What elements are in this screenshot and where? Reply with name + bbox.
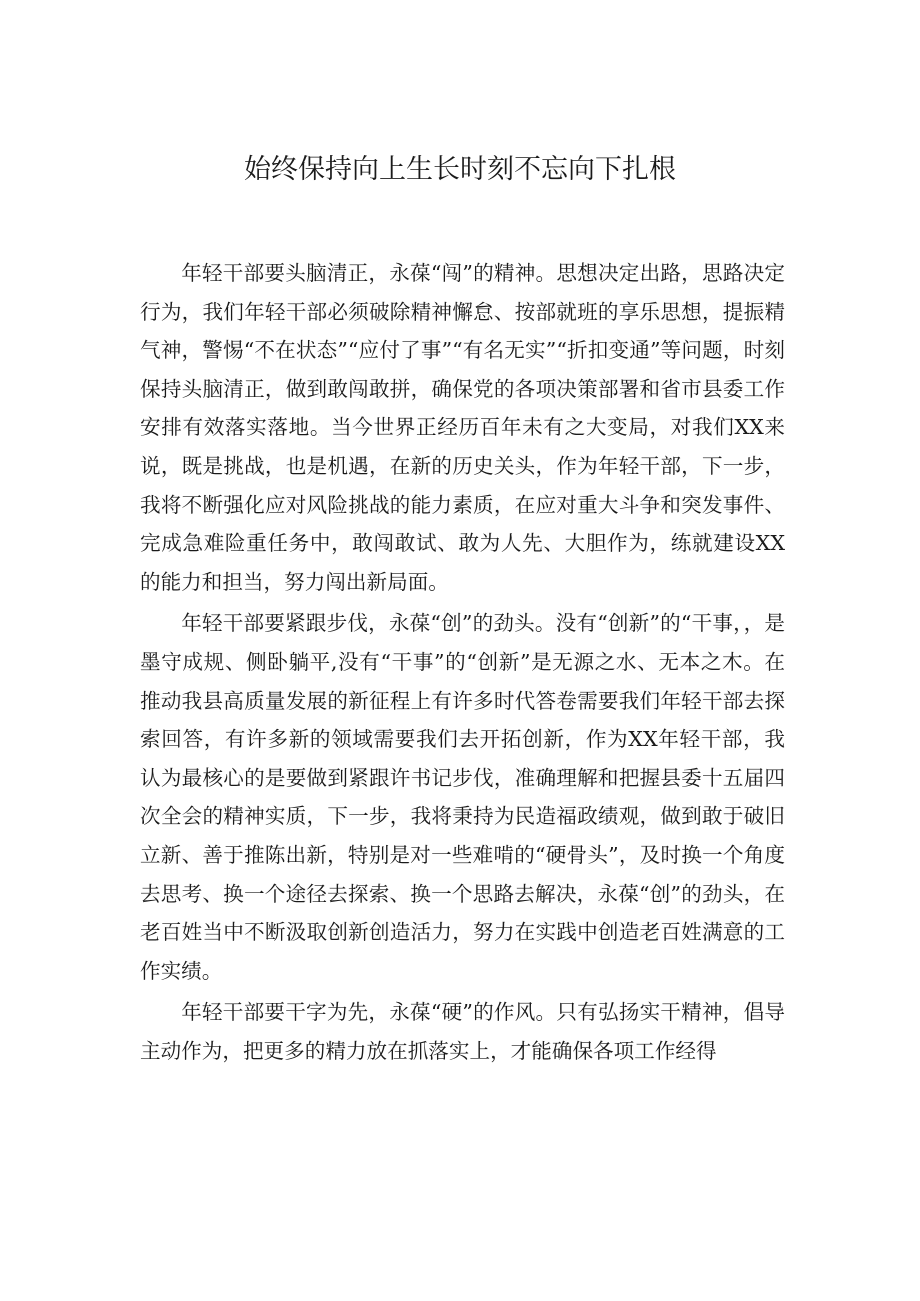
paragraph: 年轻干部要紧跟步伐，永葆“创”的劲头。没有“创新”的“干事，，是墨守成规、侧卧躺平,没有“干事”的“创新”是无源之水、无本之木。在推动我县高质量发展的新征程上有许多时代答卷需要我们年轻干部去探索回答，有许多新的领域需要我们去开拓创新，作为XX年轻干部，我认为最核心的是要做到紧跟许书记步伐，准确理解和把握县委十五届四次全会的精神实质，下一步，我将秉持为民造福政绩观，做到敢于破旧立新、善于推陈出新，特别是对一些难啃的“硬骨头”，及时换一个角度去思考、换一个途径去探索、换一个思路去解决，永葆“创”的劲头，在老百姓当中不断汲取创新创造活力，努力在实践中创造老百姓满意的工作实绩。 bbox=[140, 611, 785, 983]
paragraph: 年轻干部要干字为先，永葆“硬”的作风。只有弘扬实干精神，倡导主动作为，把更多的精力放在抓落实上，才能确保各项工作经得 bbox=[140, 1000, 785, 1063]
document-title: 始终保持向上生长时刻不忘向下扎根 bbox=[244, 154, 676, 185]
document-body bbox=[140, 254, 785, 1070]
paragraph: 年轻干部要头脑清正，永葆“闯”的精神。思想决定出路，思路决定行为，我们年轻干部必须破除精神懈怠、按部就班的享乐思想，提振精气神，警惕“不在状态”“应付了事”“有名无实”“折扣变通”等问题，时刻保持头脑清正，做到敢闯敢拼，确保党的各项决策部署和省市县委工作安排有效落实落地。当今世界正经历百年未有之大变局，对我们XX来说，既是挑战，也是机遇，在新的历史关头，作为年轻干部，下一步，我将不断强化应对风险挑战的能力素质，在应对重大斗争和突发事件、完成急难险重任务中，敢闯敢试、敢为人先、大胆作为，练就建设XX的能力和担当，努力闯出新局面。 bbox=[140, 261, 785, 594]
